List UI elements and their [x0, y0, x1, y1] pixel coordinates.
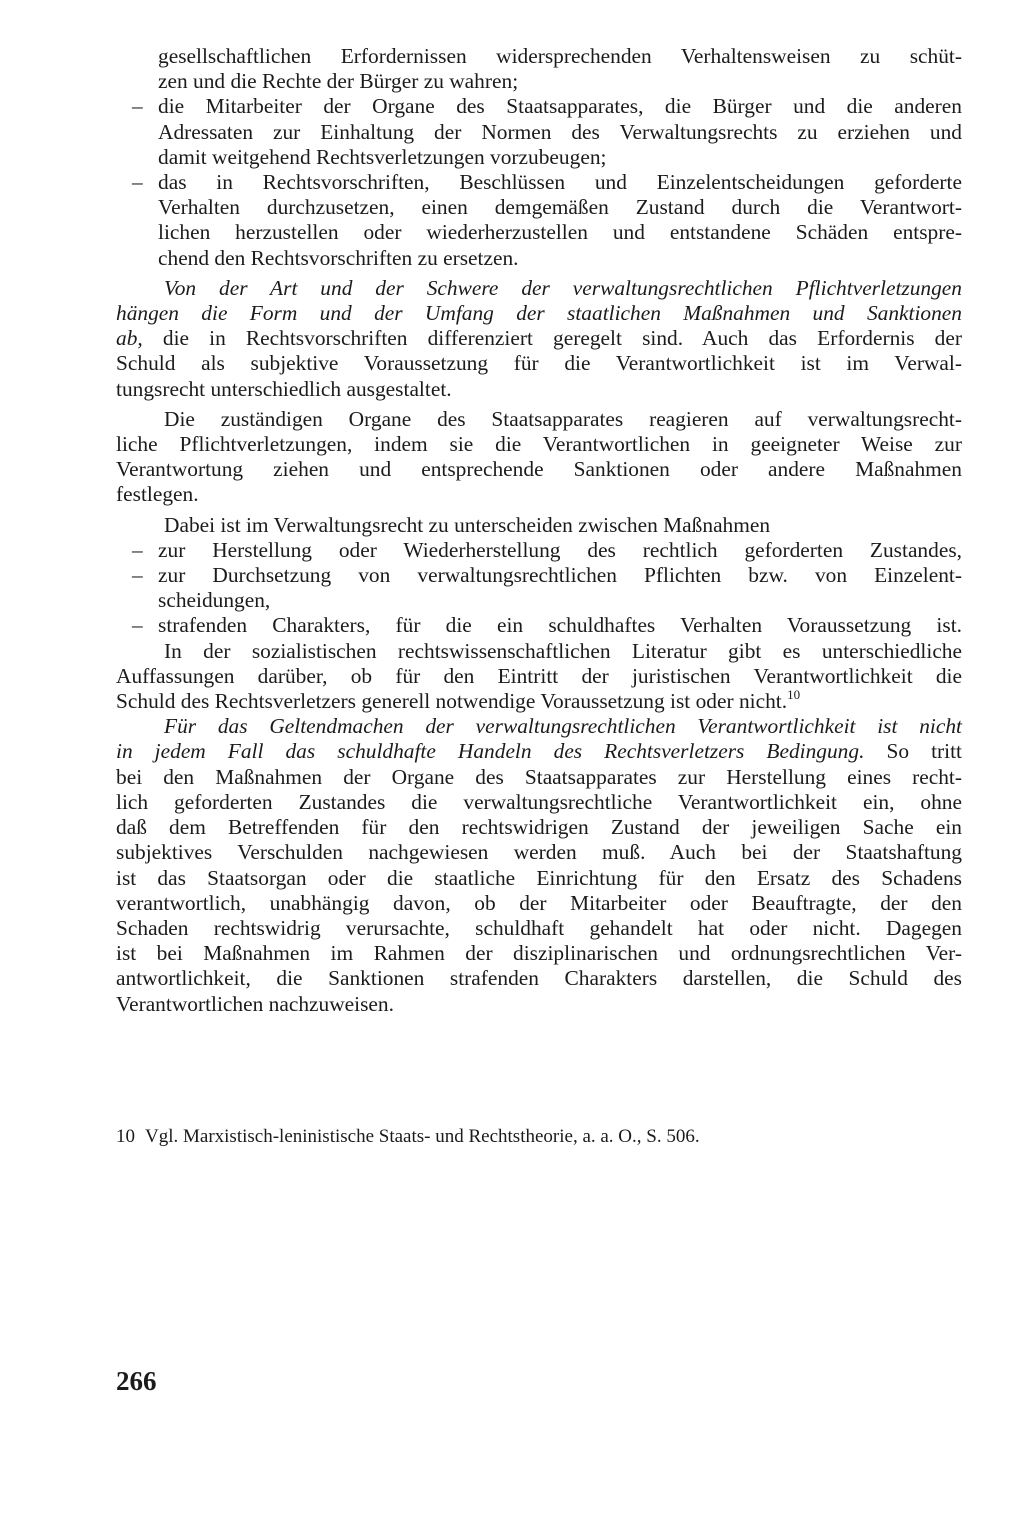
text-line: daß dem Betreffenden für den rechtswidrigen Zustand der jeweiligen Sache ein	[116, 815, 962, 840]
list-dash: –	[132, 613, 143, 638]
text-line: bei den Maßnahmen der Organe des Staatsapparates zur Herstellung eines recht-	[116, 764, 962, 789]
text-line: damit weitgehend Rechtsverletzungen vorzubeugen;	[158, 144, 607, 169]
text-line: Die zuständigen Organe des Staatsapparates reagieren auf verwaltungsrecht-	[164, 406, 962, 431]
text-line: Schuld des Rechtsverletzers generell notwendige Voraussetzung ist oder nicht.$^{10}$	[116, 687, 801, 714]
text-line: das in Rechtsvorschriften, Beschlüssen und Einzelentscheidungen geforderte	[158, 170, 962, 195]
text-line: scheidungen,	[158, 588, 271, 613]
footnote-text: Vgl. Marxistisch-leninistische Staats- und Rechtstheorie, a. a. O., S. 506.	[145, 1126, 700, 1147]
text-line: zur Herstellung oder Wiederherstellung des rechtlich geforderten Zustandes,	[158, 537, 962, 562]
text-line: Adressaten zur Einhaltung der Normen des Verwaltungsrechts zu erziehen und	[158, 119, 962, 144]
text-line: antwortlichkeit, die Sanktionen strafenden Charakters darstellen, die Schuld des	[116, 966, 962, 991]
text-line-italic: Für das Geltendmachen der verwaltungsrechtlichen Verantwortlichkeit ist nicht	[164, 714, 962, 739]
footnote-number: 10	[116, 1126, 135, 1147]
list-item	[116, 94, 962, 170]
text-line: lichen herzustellen oder wiederherzustellen und entstandene Schäden entspre-	[158, 220, 962, 245]
text-line: Verhalten durchzusetzen, einen demgemäßen Zustand durch die Verantwort-	[158, 195, 962, 220]
text-line: ist bei Maßnahmen im Rahmen der disziplinarischen und ordnungsrechtlichen Ver-	[116, 941, 962, 966]
paragraph-literatur	[116, 639, 962, 715]
text-line: Auffassungen darüber, ob für den Eintritt der juristischen Verantwortlichkeit die	[116, 663, 962, 688]
text-line: lich geforderten Zustandes die verwaltungsrechtliche Verantwortlichkeit ein, ohne	[116, 789, 962, 814]
text-line: liche Pflichtverletzungen, indem sie die Verantwortlichen in geeigneter Weise zur	[116, 432, 962, 457]
text-line: gesellschaftlichen Erfordernissen widersprechenden Verhaltensweisen zu schüt-	[158, 44, 962, 68]
text-line: die Mitarbeiter der Organe des Staatsapparates, die Bürger und die anderen	[158, 94, 962, 119]
footnote-reference: 10	[787, 687, 801, 703]
list-item-continuation	[116, 44, 962, 94]
text-line: festlegen.	[116, 482, 199, 507]
text-line: Verantwortlichen nachzuweisen.	[116, 991, 394, 1016]
text-line: zen und die Rechte der Bürger zu wahren;	[158, 69, 519, 94]
list-item	[116, 170, 962, 271]
text-line: verantwortlich, unabhängig davon, ob der Mitarbeiter oder Beauftragte, der den	[116, 890, 962, 915]
page-body	[116, 44, 962, 1017]
text-line: ab, die in Rechtsvorschriften differenziert geregelt sind. Auch das Erfordernis der	[116, 326, 962, 351]
text-line: ist das Staatsorgan oder die staatliche Einrichtung für den Ersatz des Schadens	[116, 865, 962, 890]
list-dash: –	[132, 563, 143, 588]
text-line: Schaden rechtswidrig verursachte, schuldhaft gehandelt hat oder nicht. Dagegen	[116, 915, 962, 940]
list-dash: –	[132, 94, 143, 119]
text-line: strafenden Charakters, für die ein schuldhaftes Verhalten Voraussetzung ist.	[158, 613, 962, 638]
text-line: Dabei ist im Verwaltungsrecht zu unterscheiden zwischen Maßnahmen	[164, 512, 771, 537]
text-line-italic: Von der Art und der Schwere der verwaltungsrechtlichen Pflichtverletzungen	[164, 275, 962, 300]
text-line: in jedem Fall das schuldhafte Handeln des Rechtsverletzers Bedingung. So tritt	[116, 739, 962, 764]
paragraph-geltendmachen	[116, 714, 962, 1016]
list-item	[116, 538, 962, 563]
text-line: tungsrecht unterschiedlich ausgestaltet.	[116, 376, 452, 401]
text-line: Schuld als subjektive Voraussetzung für die Verantwortlichkeit ist im Verwal-	[116, 351, 962, 376]
footnote	[116, 1125, 816, 1149]
paragraph-dabei	[116, 513, 962, 538]
text-line: Verantwortung ziehen und entsprechende Sanktionen oder andere Maßnahmen	[116, 457, 962, 482]
text-line-italic: hängen die Form und der Umfang der staatlichen Maßnahmen und Sanktionen	[116, 301, 962, 326]
paragraph-organe	[116, 407, 962, 508]
list-item	[116, 613, 962, 638]
text-line: subjektives Verschulden nachgewiesen werden muß. Auch bei der Staatshaftung	[116, 840, 962, 865]
text-line: zur Durchsetzung von verwaltungsrechtlichen Pflichten bzw. von Einzelent-	[158, 563, 962, 588]
list-item	[116, 563, 962, 613]
italic-word: ab,	[116, 326, 143, 351]
italic-phrase: in jedem Fall das schuldhafte Handeln des Rechtsverletzers Bedingung.	[116, 739, 865, 764]
list-dash: –	[132, 170, 143, 195]
list-dash: –	[132, 537, 143, 562]
page-number: 266	[116, 1366, 157, 1396]
text-line: In der sozialistischen rechtswissenschaftlichen Literatur gibt es unterschiedliche	[164, 638, 962, 663]
paragraph-form-umfang	[116, 276, 962, 402]
text-line: chend den Rechtsvorschriften zu ersetzen.	[158, 245, 519, 270]
